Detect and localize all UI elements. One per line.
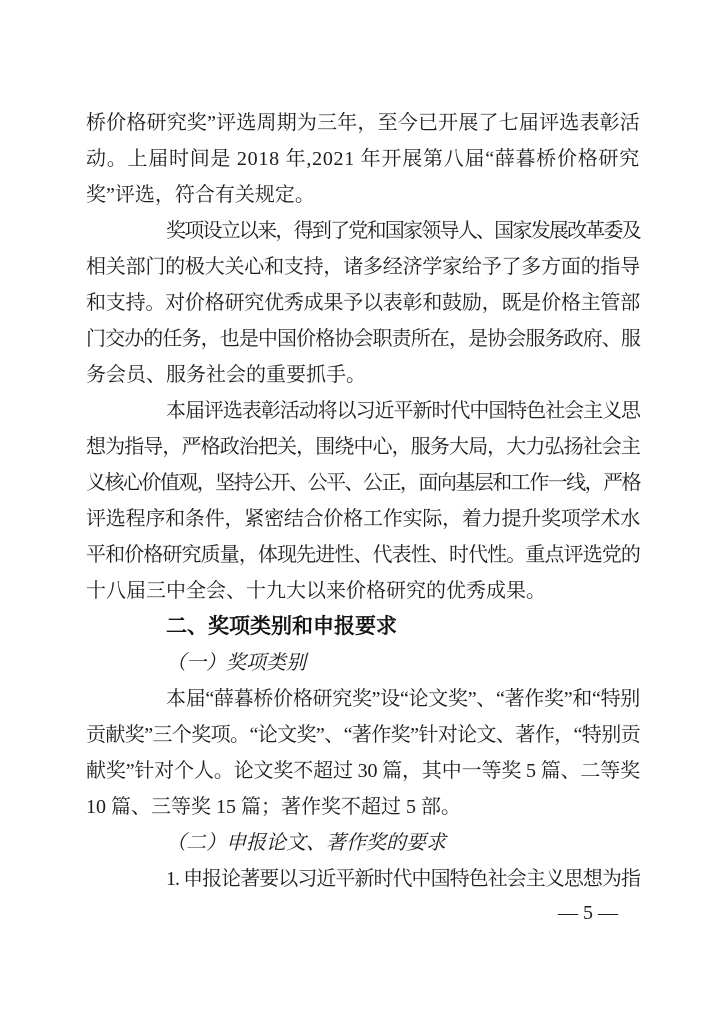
body-line: 1. 申报论著要以习近平新时代中国特色社会主义思想为指 <box>166 868 640 890</box>
body-line: 桥价格研究奖”评选周期为三年，至今已开展了七届评选表彰活 <box>86 112 640 134</box>
body-line: 相关部门的极大关心和支持，诸多经济学家给予了多方面的指导 <box>86 256 640 278</box>
section-heading: 二、奖项类别和申报要求 <box>166 615 397 638</box>
body-line: 本届“薛暮桥价格研究奖”设“论文奖”、“著作奖”和“特别 <box>166 688 640 710</box>
body-line: 本届评选表彰活动将以习近平新时代中国特色社会主义思 <box>166 400 640 422</box>
body-line: 十八届三中全会、十九大以来价格研究的优秀成果。 <box>86 580 546 602</box>
body-line: 奖”评选，符合有关规定。 <box>86 184 315 206</box>
document-content <box>86 105 640 897</box>
body-line: 评选程序和条件，紧密结合价格工作实际，着力提升奖项学术水 <box>86 508 640 530</box>
body-line: 贡献奖”三个奖项。“论文奖”、“著作奖”针对论文、著作，“特别贡 <box>86 724 640 746</box>
body-line: 和支持。对价格研究优秀成果予以表彰和鼓励，既是价格主管部 <box>86 292 640 314</box>
body-line: 想为指导，严格政治把关，围绕中心，服务大局，大力弘扬社会主 <box>86 436 640 458</box>
body-line: 动。上届时间是 2018 年,2021 年开展第八届“薛暮桥价格研究 <box>86 148 640 170</box>
body-line: 献奖”针对个人。论文奖不超过 30 篇，其中一等奖 5 篇、二等奖 <box>86 760 640 782</box>
subsection-heading: （二）申报论文、著作奖的要求 <box>166 832 446 854</box>
body-line: 奖项设立以来，得到了党和国家领导人、国家发展改革委及 <box>166 220 640 242</box>
body-line: 10 篇、三等奖 15 篇；著作奖不超过 5 部。 <box>86 796 461 818</box>
body-line: 门交办的任务，也是中国价格协会职责所在，是协会服务政府、服 <box>86 328 640 350</box>
subsection-heading: （一）奖项类别 <box>166 652 306 674</box>
body-line: 务会员、服务社会的重要抓手。 <box>86 364 366 386</box>
body-line: 平和价格研究质量，体现先进性、代表性、时代性。重点评选党的 <box>86 544 640 566</box>
body-line: 义核心价值观，坚持公开、公平、公正，面向基层和工作一线，严格 <box>86 472 640 494</box>
page-number: — 5 — <box>558 902 618 924</box>
